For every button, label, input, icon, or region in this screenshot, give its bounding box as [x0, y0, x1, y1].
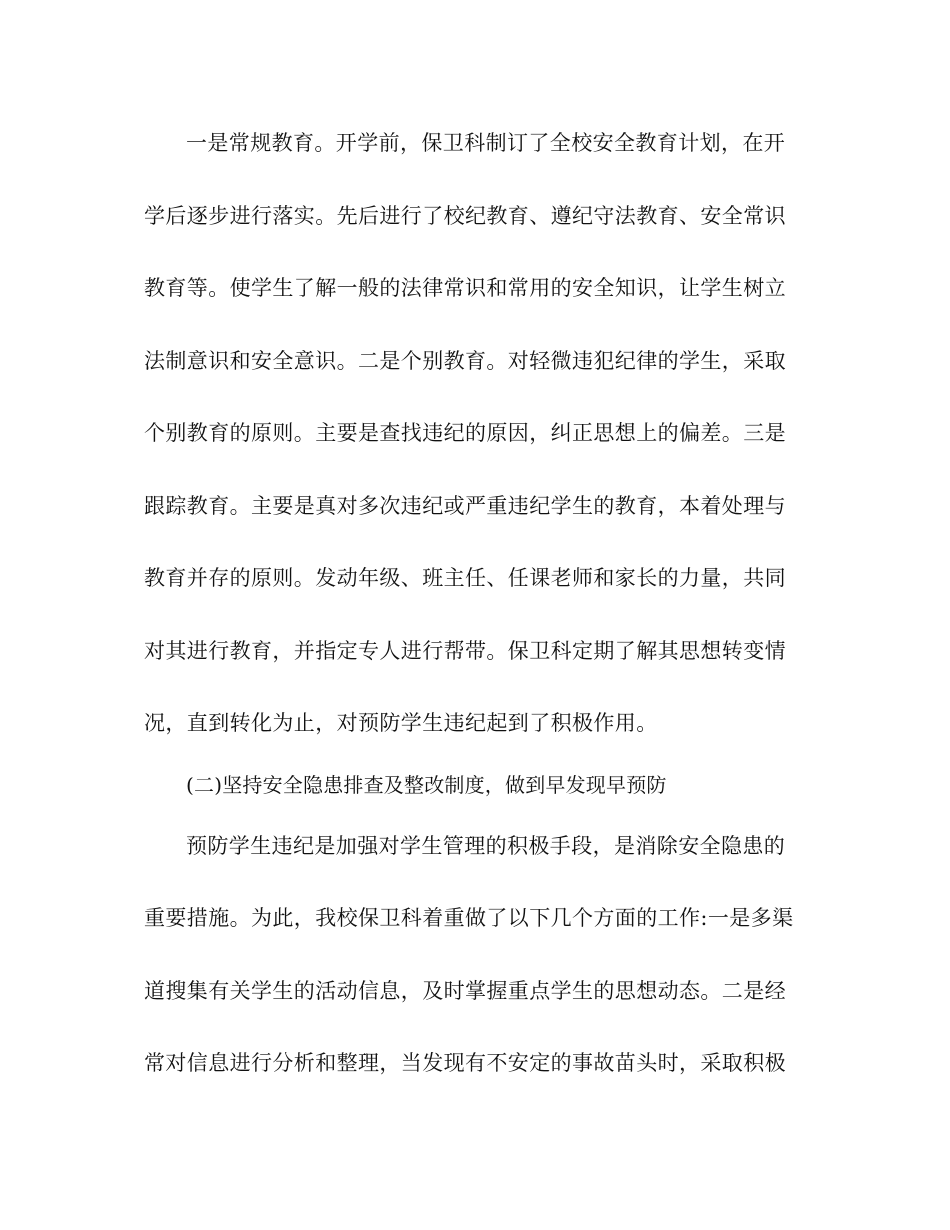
paragraph-line: 预防学生违纪是加强对学生管理的积极手段，是消除安全隐患的 [186, 834, 786, 858]
paragraph-line: 跟踪教育。主要是真对多次违纪或严重违纪学生的教育，本着处理与 [144, 494, 786, 518]
paragraph-line: 教育等。使学生了解一般的法律常识和常用的安全知识，让学生树立 [144, 276, 786, 300]
paragraph-line: 个别教育的原则。主要是查找违纪的原因，纠正思想上的偏差。三是 [144, 421, 786, 445]
paragraph-line: 道搜集有关学生的活动信息，及时掌握重点学生的思想动态。二是经 [144, 979, 786, 1003]
section-heading: (二)坚持安全隐患排查及整改制度，做到早发现早预防 [186, 773, 667, 797]
paragraph-line: 重要措施。为此，我校保卫科着重做了以下几个方面的工作:一是多渠 [144, 906, 794, 930]
paragraph-line: 一是常规教育。开学前，保卫科制订了全校安全教育计划，在开 [186, 131, 786, 155]
paragraph-line: 对其进行教育，并指定专人进行帮带。保卫科定期了解其思想转变情 [144, 639, 786, 663]
paragraph-line: 常对信息进行分析和整理，当发现有不安定的事故苗头时，采取积极 [144, 1051, 786, 1075]
paragraph-line: 教育并存的原则。发动年级、班主任、任课老师和家长的力量，共同 [144, 566, 786, 590]
paragraph-line: 学后逐步进行落实。先后进行了校纪教育、遵纪守法教育、安全常识 [144, 204, 786, 228]
paragraph-line: 况，直到转化为止，对预防学生违纪起到了积极作用。 [144, 711, 658, 735]
paragraph-line: 法制意识和安全意识。二是个别教育。对轻微违犯纪律的学生，采取 [144, 349, 786, 373]
